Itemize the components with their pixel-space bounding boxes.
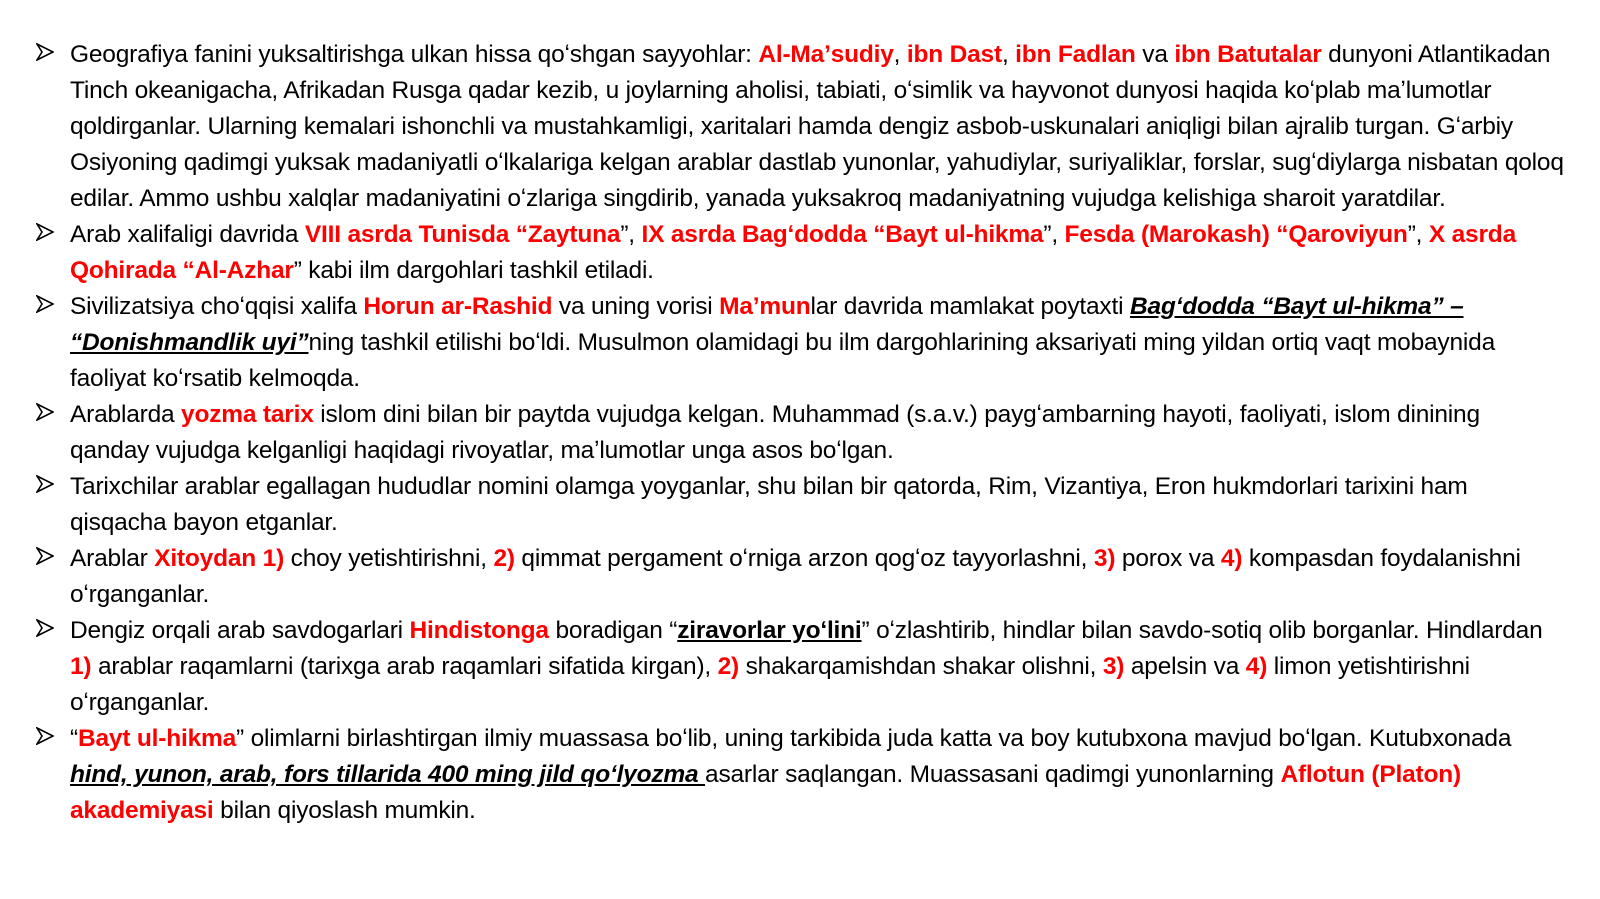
bullet-item: [34, 541, 1564, 613]
highlighted-text: Aflotun (Platon) akademiyasi: [70, 761, 1461, 824]
arrowhead-bullet-icon: [34, 613, 58, 649]
bullet-text: [70, 725, 1511, 824]
bullet-text: [70, 617, 1543, 716]
text-segment: choy yetishtirishni,: [284, 545, 494, 572]
text-segment: Arablarda: [70, 401, 182, 428]
highlighted-text: Al-Maʼsudiy: [758, 41, 894, 68]
arrowhead-bullet-icon: [34, 469, 58, 505]
text-segment: shakarqamishdan shakar olishni,: [739, 653, 1103, 680]
arrowhead-bullet-icon: [34, 217, 58, 253]
highlighted-text: ibn Fadlan: [1015, 41, 1136, 68]
highlighted-text: 1): [70, 653, 92, 680]
highlighted-text: Bayt ul-hikma: [77, 725, 237, 752]
highlighted-text: ibn Dast: [906, 41, 1002, 68]
highlighted-text: yozma tarix: [181, 401, 314, 428]
text-segment: va uning vorisi: [552, 293, 720, 320]
arrowhead-bullet-icon: [34, 541, 58, 577]
text-segment: arablar raqamlarni (tarixga arab raqamlari sifatida kirgan),: [91, 653, 718, 680]
text-segment: ”,: [1407, 221, 1429, 248]
text-segment: porox va: [1115, 545, 1221, 572]
arrowhead-bullet-icon: [34, 289, 58, 325]
bullet-item: [34, 469, 1564, 541]
highlighted-text: 3): [1102, 653, 1125, 680]
text-segment: bilan qiyoslash mumkin.: [213, 797, 476, 824]
text-segment: qimmat pergament oʻrniga arzon qogʻoz tayyorlashni,: [514, 545, 1094, 572]
highlighted-text: 2): [493, 545, 515, 572]
text-segment: ning tashkil etilishi boʻldi. Musulmon olamidagi bu ilm dargohlarining aksariyati ming yildan ortiq vaqt mobaynida faoliyat koʻrsatib kelmoqda.: [70, 329, 1495, 392]
highlighted-text: Hindistonga: [409, 617, 549, 644]
arrowhead-bullet-icon: [34, 721, 58, 757]
text-segment: ,: [893, 41, 907, 68]
bullet-text: [70, 473, 1468, 536]
highlighted-text: 4): [1245, 653, 1268, 680]
underlined-text: ziravorlar yoʻlini: [677, 617, 862, 644]
text-segment: ”,: [1043, 221, 1065, 248]
highlighted-text: Horun ar-Rashid: [363, 293, 553, 320]
arrowhead-bullet-icon: [34, 37, 58, 73]
highlighted-text: Maʼmun: [719, 293, 811, 320]
bullet-item: [34, 37, 1564, 217]
arrowhead-bullet-icon: [34, 397, 58, 433]
bullet-text: [70, 41, 1564, 212]
text-segment: ” kabi ilm dargohlari tashkil etiladi.: [293, 257, 654, 284]
text-segment: “: [70, 725, 78, 752]
bullet-text: [70, 293, 1495, 392]
bullet-item: [34, 613, 1564, 721]
highlighted-text: IX asrda Bagʻdodda “Bayt ul-hikma: [641, 221, 1044, 248]
bullet-item: [34, 217, 1564, 289]
text-segment: va: [1135, 41, 1175, 68]
text-segment: ” olimlarni birlashtirgan ilmiy muassasa boʻlib, uning tarkibida juda katta va boy kutubxona mavjud boʻlgan. Kutubxonada: [236, 725, 1512, 752]
text-segment: ,: [1001, 41, 1016, 68]
highlighted-text: 4): [1220, 545, 1243, 572]
text-segment: Arab xalifaligi davrida: [70, 221, 305, 248]
text-segment: Geografiya fanini yuksaltirishga ulkan hissa qoʻshgan sayyohlar:: [70, 41, 759, 68]
highlighted-text: 3): [1093, 545, 1116, 572]
text-segment: islom dini bilan bir paytda vujudga kelgan. Muhammad (s.a.v.) paygʻambarning hayoti, faoliyati, islom dinining qanday vujudga kelganligi haqidagi rivoyatlar, maʼlumotlar unga asos boʻlgan.: [70, 401, 1480, 464]
text-segment: Tarixchilar arablar egallagan hududlar nomini olamga yoyganlar, shu bilan bir qatorda, Rim, Vizantiya, Eron hukmdorlari tarixini ham qisqacha bayon etganlar.: [70, 473, 1468, 536]
underlined-text: hind, yunon, arab, fors tillarida 400 ming jild qoʻlyozma: [70, 761, 706, 788]
highlighted-text: X asrda Qohirada “Al-Azhar: [70, 221, 1517, 284]
text-segment: Dengiz orqali arab savdogarlari: [70, 617, 410, 644]
text-segment: Sivilizatsiya choʻqqisi xalifa: [70, 293, 364, 320]
bullet-item: [34, 289, 1564, 397]
bullet-text: [70, 401, 1480, 464]
highlighted-text: Xitoydan 1): [154, 545, 285, 572]
bullet-item: [34, 721, 1564, 829]
highlighted-text: ibn Batutalar: [1174, 41, 1322, 68]
text-segment: boradigan “: [548, 617, 678, 644]
highlighted-text: 2): [717, 653, 740, 680]
text-segment: dunyoni Atlantikadan Tinch okeanigacha, Afrikadan Rusga qadar kezib, u joylarning aholisi, tabiati, oʻsimlik va hayvonot dunyosi haqida koʻplab maʼlumotlar qoldirganlar. Ularning kemalari ishonchli va mustahkamligi, xaritalari hamda dengiz asbob-uskunalari aniqligi bilan ajralib turgan. Gʻarbiy Osiyoning qadimgi yuksak madaniyatli oʻlkalariga kelgan arablar dastlab yunonlar, yahudiylar, suriyaliklar, forslar, sugʻdiylarga nisbatan qoloq edilar. Ammo ushbu xalqlar madaniyatini oʻzlariga singdirib, yanada yuksakroq madaniyatning vujudga kelishiga sharoit yaratdilar.: [70, 41, 1564, 212]
text-segment: limon yetishtirishni oʻrganganlar.: [70, 653, 1470, 716]
text-segment: Arablar: [70, 545, 155, 572]
text-segment: apelsin va: [1124, 653, 1246, 680]
text-segment: asarlar saqlangan. Muassasani qadimgi yunonlarning: [705, 761, 1281, 788]
highlighted-text: Fesda (Marokash) “Qaroviyun: [1064, 221, 1408, 248]
highlighted-text: VIII asrda Tunisda “Zaytuna: [304, 221, 621, 248]
text-segment: kompasdan foydalanishni oʻrganganlar.: [70, 545, 1521, 608]
underlined-text: Bagʻdodda “Bayt ul-hikma” – “Donishmandlik uyi”: [70, 293, 1464, 356]
bullet-list: [34, 37, 1564, 829]
text-segment: ” oʻzlashtirib, hindlar bilan savdo-sotiq olib borganlar. Hindlardan: [861, 617, 1543, 644]
text-segment: lar davrida mamlakat poytaxti: [810, 293, 1130, 320]
text-segment: ”,: [620, 221, 642, 248]
bullet-text: [70, 221, 1516, 284]
bullet-item: [34, 397, 1564, 469]
bullet-text: [70, 545, 1521, 608]
